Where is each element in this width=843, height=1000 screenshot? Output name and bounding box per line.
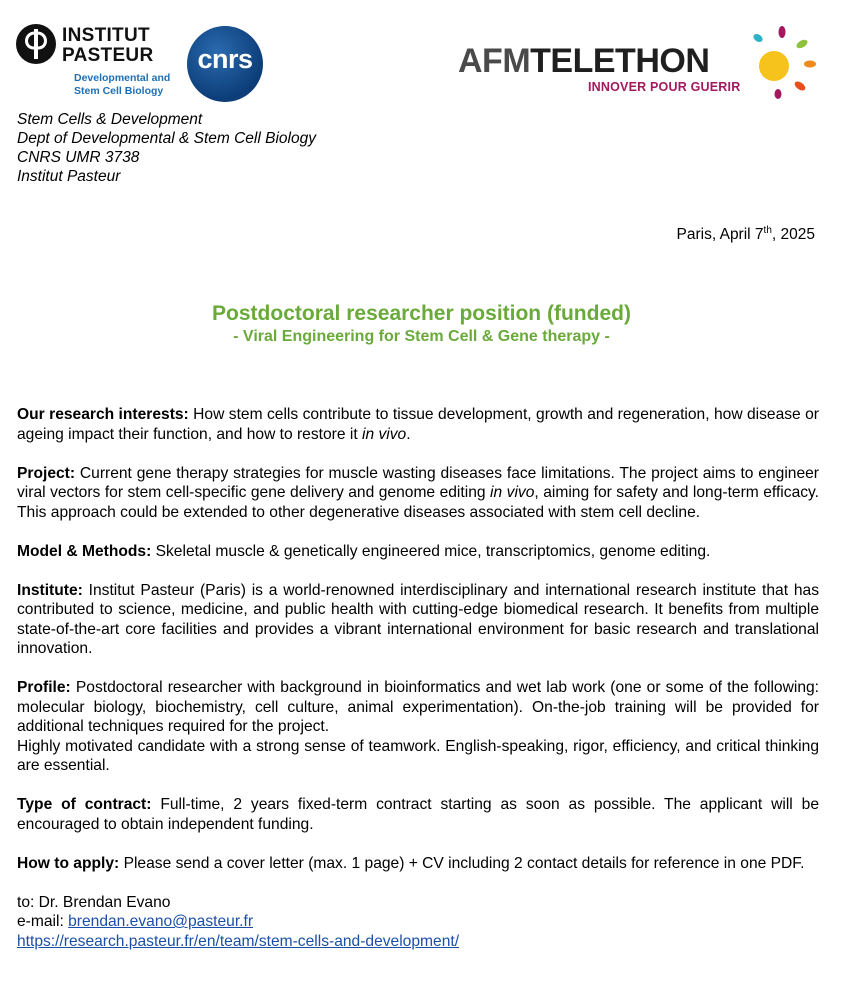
- pasteur-emblem-icon: [16, 24, 56, 64]
- section-text: , aiming for safety and long-term efficacy. This approach could be extended to other degenerative diseases associated with stem cell decline.: [17, 484, 820, 521]
- sun-icon: [750, 24, 820, 100]
- section-text: Postdoctoral researcher with background in bioinformatics and wet lab work (one or some of the following: molecular biology, biochemistry, cell culture, animal experimentation). On-the-job training will be provided for additional techniques required for the project.: [17, 679, 819, 735]
- section-label: How to apply:: [17, 854, 120, 872]
- section-text: .: [406, 425, 411, 443]
- institut-pasteur-logo: [16, 22, 171, 102]
- pasteur-logo-line2: PASTEUR: [62, 45, 154, 66]
- section-label: Institute:: [17, 581, 83, 599]
- address-line: Dept of Developmental & Stem Cell Biology: [17, 130, 316, 147]
- letter-date: [677, 225, 815, 244]
- date-year: , 2025: [771, 226, 815, 244]
- section-text: Current gene therapy strategies for muscle wasting diseases face limitations. The project aims to engineer viral vectors for stem cell-specific gene delivery and genome editing: [17, 464, 819, 501]
- position-title: Postdoctoral researcher position (funded): [212, 302, 631, 325]
- section-how-to-apply: [17, 854, 819, 874]
- section-text: Skeletal muscle & genetically engineered mice, transcriptomics, genome editing.: [151, 542, 711, 560]
- position-subtitle: - Viral Engineering for Stem Cell & Gene therapy -: [233, 328, 610, 345]
- section-label: Our research interests:: [17, 406, 189, 423]
- email-label: e-mail:: [17, 913, 69, 930]
- job-description: [17, 405, 819, 951]
- lab-address: [17, 110, 316, 186]
- cnrs-logo: [187, 26, 263, 102]
- section-label: Model & Methods:: [17, 542, 152, 560]
- email-link[interactable]: brendan.evano@pasteur.fr: [68, 913, 254, 930]
- section-text: Full-time, 2 years fixed-term contract starting as soon as possible. The applicant will be encouraged to obtain independent funding.: [17, 796, 819, 833]
- section-italic: in vivo: [490, 484, 535, 501]
- address-line: Institut Pasteur: [17, 168, 121, 185]
- section-profile: [17, 678, 819, 737]
- team-website-link[interactable]: https://research.pasteur.fr/en/team/stem-cells-and-development/: [17, 932, 460, 950]
- logo-header: [0, 0, 843, 110]
- section-text: How stem cells contribute to tissue development, growth and regeneration, how disease or ageing impact their function, and how to restore it: [17, 406, 819, 443]
- position-title-block: [0, 301, 843, 347]
- section-text: Institut Pasteur (Paris) is a world-renowned interdisciplinary and international research institute that has contributed to science, medicine, and public health with cutting-edge biomedical research. It benefits from multiple state-of-the-art core facilities and provides a vibrant international environment for basic research and translational innovation.: [17, 581, 819, 657]
- section-italic: in vivo: [362, 425, 407, 443]
- afm-word: AFM: [458, 42, 531, 80]
- afm-telethon-wordmark: [458, 42, 709, 81]
- date-prefix: Paris, April 7: [676, 226, 764, 244]
- afm-tagline: INNOVER POUR GUERIR: [588, 80, 741, 94]
- contact-block: [17, 893, 819, 952]
- section-research-interests: [17, 405, 819, 444]
- section-profile-continued: Highly motivated candidate with a strong sense of teamwork. English-speaking, rigor, efficiency, and critical thinking are essential.: [17, 737, 819, 774]
- pasteur-logo-line1: INSTITUT: [62, 25, 150, 46]
- section-label: Profile:: [17, 679, 71, 696]
- afm-telethon-logo: [458, 24, 828, 104]
- cnrs-logo-text: cnrs: [197, 44, 253, 74]
- pasteur-dept-line1: Developmental and: [74, 72, 171, 84]
- address-line: Stem Cells & Development: [17, 111, 203, 128]
- date-suffix: th: [763, 225, 772, 236]
- section-label: Type of contract:: [17, 796, 152, 813]
- section-project: [17, 464, 819, 523]
- pasteur-dept-line2: Stem Cell Biology: [74, 85, 164, 97]
- section-text: Please send a cover letter (max. 1 page) + CV including 2 contact details for reference in one PDF.: [119, 854, 805, 872]
- contact-email-line: [17, 912, 819, 932]
- section-contract: [17, 795, 819, 834]
- contact-name: to: Dr. Brendan Evano: [17, 893, 171, 911]
- address-line: CNRS UMR 3738: [17, 149, 140, 166]
- telethon-word: TELETHON: [530, 42, 710, 80]
- section-model-methods: [17, 542, 819, 562]
- contact-url-line: [17, 932, 819, 952]
- section-institute: [17, 581, 819, 659]
- section-label: Project:: [17, 464, 76, 482]
